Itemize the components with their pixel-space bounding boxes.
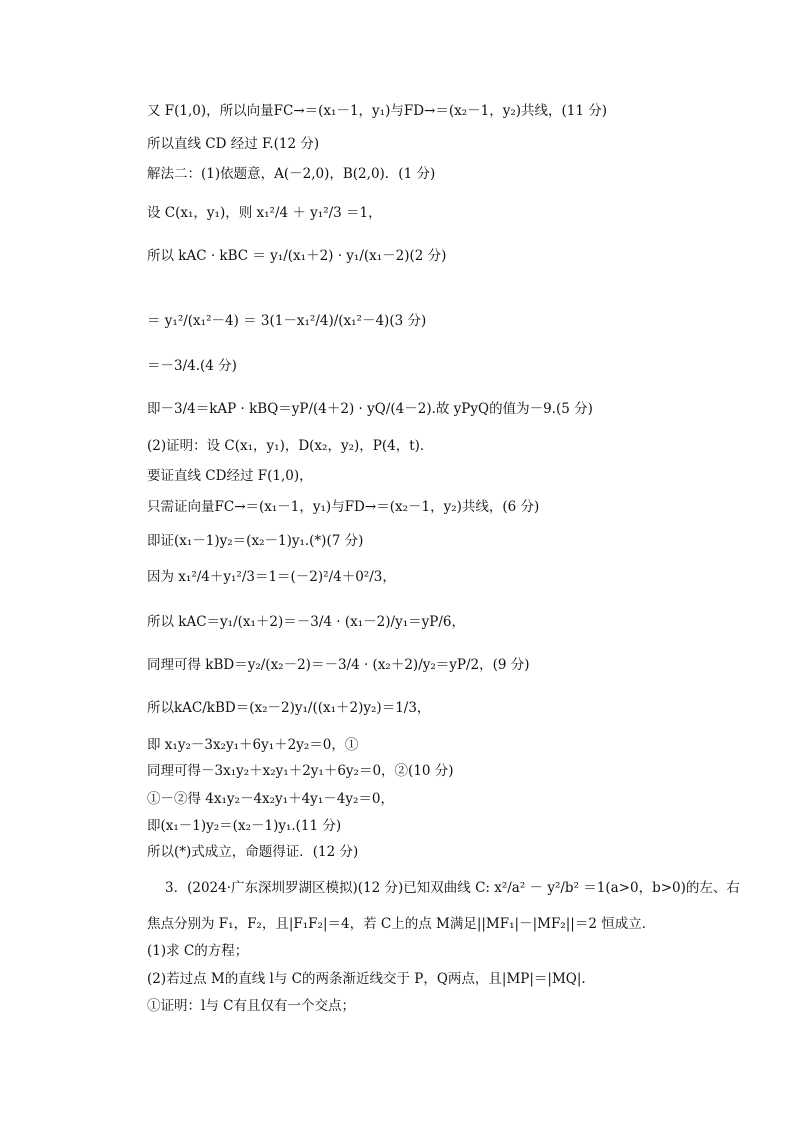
solution-line-10: 要证直线 CD经过 F(1,0)， xyxy=(147,468,313,484)
problem3-line-2: 焦点分别为 F₁，F₂，且|F₁F₂|＝4，若 C上的点 M满足||MF₁|－|MF₂||＝2 恒成立． xyxy=(147,916,656,932)
problem3-part2: (2)若过点 M的直线 l与 C的两条渐近线交于 P，Q两点，且|MP|＝|MQ|. xyxy=(147,971,586,987)
solution-line-15: 同理可得 kBD＝y₂/(x₂－2)＝－3/4 · (x₂＋2)/y₂＝yP/2，(9 分) xyxy=(147,657,530,673)
problem3-part1: (1)求 C的方程； xyxy=(147,943,249,959)
solution-line-16: 所以kAC/kBD＝(x₂－2)y₁/((x₁＋2)y₂)＝1/3， xyxy=(147,700,431,716)
solution-line-21: 所以(*)式成立，命题得证．(12 分) xyxy=(147,844,359,860)
solution-line-2: 所以直线 CD 经过 F.(12 分) xyxy=(147,136,320,152)
solution-line-13: 因为 x₁²/4＋y₁²/3＝1＝(－2)²/4＋0²/3， xyxy=(147,569,396,585)
problem3-line-1: 3．(2024·广东深圳罗湖区模拟)(12 分)已知双曲线 C: x²/a² － y²/b² ＝1(a>0，b>0)的左、右 xyxy=(165,880,740,896)
solution-line-19: ①－②得 4x₁y₂－4x₂y₁＋4y₁－4y₂＝0， xyxy=(147,791,394,807)
solution-line-8: 即－3/4＝kAP · kBQ＝yP/(4＋2) · yQ/(4－2).故 yPyQ的值为－9.(5 分) xyxy=(147,401,593,417)
solution-line-4: 设 C(x₁，y₁)，则 x₁²/4 ＋ y₁²/3 ＝1， xyxy=(147,205,382,221)
solution-line-11: 只需证向量FC→＝(x₁－1，y₁)与FD→＝(x₂－1，y₂)共线，(6 分) xyxy=(147,499,540,515)
solution-line-12: 即证(x₁－1)y₂＝(x₂－1)y₁.(*)(7 分) xyxy=(147,533,364,549)
solution-line-7: ＝－3/4.(4 分) xyxy=(147,358,237,374)
solution-line-20: 即(x₁－1)y₂＝(x₂－1)y₁.(11 分) xyxy=(147,818,342,834)
solution-line-18: 同理可得－3x₁y₂＋x₂y₁＋2y₁＋6y₂＝0，②(10 分) xyxy=(147,763,454,779)
solution-line-6: ＝ y₁²/(x₁²－4) ＝ 3(1－x₁²/4)/(x₁²－4)(3 分) xyxy=(147,313,427,329)
solution-line-17: 即 x₁y₂－3x₂y₁＋6y₁＋2y₂＝0，① xyxy=(147,737,359,753)
problem3-part2-1: ①证明：l与 C有且仅有一个交点； xyxy=(147,998,355,1014)
solution-line-3: 解法二：(1)依题意，A(－2,0)，B(2,0)．(1 分) xyxy=(147,166,436,182)
solution-line-14: 所以 kAC＝y₁/(x₁＋2)＝－3/4 · (x₁－2)/y₁＝yP/6， xyxy=(147,614,465,630)
solution-line-1: 又 F(1,0)，所以向量FC→＝(x₁－1，y₁)与FD→＝(x₂－1，y₂)共线，(11 分) xyxy=(147,103,608,119)
solution-line-5: 所以 kAC · kBC ＝ y₁/(x₁＋2) · y₁/(x₁－2)(2 分) xyxy=(147,248,447,264)
solution-line-9: (2)证明：设 C(x₁，y₁)，D(x₂，y₂)，P(4，t)． xyxy=(147,438,434,454)
